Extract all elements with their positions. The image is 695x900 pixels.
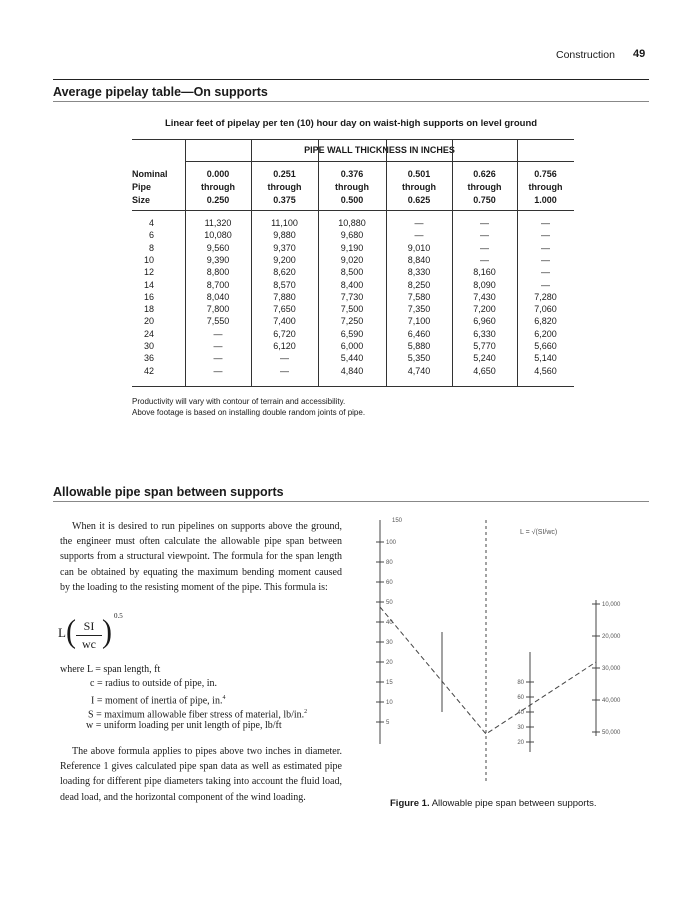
table-cell: 7,200 <box>473 304 496 315</box>
table-cell: — <box>414 230 424 241</box>
column-header-size: Pipe <box>132 182 152 192</box>
definition-text: span length, ft <box>103 664 161 675</box>
table-group-rule <box>185 161 574 162</box>
table-cell: — <box>213 341 223 351</box>
section-rule <box>53 101 649 102</box>
table-cell: 6,720 <box>273 328 296 339</box>
nomogram-figure <box>360 512 660 792</box>
table-cell: 7,060 <box>534 304 557 315</box>
formula-denominator: wc <box>82 637 96 651</box>
table-group-header: PIPE WALL THICKNESS IN INCHES <box>304 145 455 155</box>
table-cell: 7,280 <box>534 291 557 302</box>
table-cell-size: 24 <box>143 328 154 339</box>
table-cell: — <box>541 218 550 228</box>
table-cell: 7,550 <box>206 316 230 327</box>
table-header-rule <box>132 210 574 211</box>
table-cell: 4,650 <box>473 365 496 376</box>
table-cell: 8,500 <box>340 267 364 278</box>
table-cell: — <box>414 218 424 228</box>
table-cell: 9,190 <box>340 242 364 253</box>
definition-line: w = uniform loading per unit length of pipe, lb/ft <box>86 720 282 731</box>
table-cell: 7,100 <box>407 316 431 327</box>
column-header-thickness: through <box>467 182 502 192</box>
definition-symbol: w <box>86 720 94 731</box>
column-header-thickness: 0.251 <box>273 169 296 179</box>
table-cell: 6,590 <box>340 328 364 339</box>
column-header-thickness: 0.375 <box>273 195 296 205</box>
table-cell: — <box>213 328 223 339</box>
scale-tick-label: 5 <box>386 720 390 726</box>
table-cell: — <box>541 230 550 241</box>
table-cell: 7,730 <box>340 291 364 302</box>
table-cell: 7,580 <box>407 291 431 302</box>
table-cell: 10,080 <box>204 230 232 241</box>
scale-tick-label: 80 <box>386 560 393 566</box>
table-cell: — <box>213 365 223 376</box>
table-cell: 8,620 <box>273 267 296 278</box>
table-cell: 9,880 <box>273 230 296 241</box>
table-note: Above footage is based on installing double random joints of pipe. <box>132 408 366 417</box>
table-cell: — <box>541 242 550 253</box>
solution-line <box>380 607 596 734</box>
body-paragraph: When it is desired to run pipelines on supports above the ground, the engineer must often calculate the allowable pipe span between supports from a structural viewpoint. The formula for the span length can be obtained by equating the maximum bending moment caused by the loading to the resisting moment of the pipe. This formula is: <box>60 521 342 593</box>
table-cell: 8,840 <box>407 254 431 265</box>
formula-numerator: SI <box>83 619 95 633</box>
table-cell-size: 12 <box>143 267 154 278</box>
column-header-thickness: through <box>335 182 369 192</box>
table-bottom-rule <box>132 386 574 387</box>
scale-tick-label: 10,000 <box>602 602 621 608</box>
table-cell-size: 18 <box>143 304 154 315</box>
table-cell-size: 4 <box>148 218 154 228</box>
table-cell: 5,140 <box>534 353 557 364</box>
table-cell: 8,570 <box>273 279 296 290</box>
table-cell: 8,800 <box>206 267 230 278</box>
table-cell: 7,250 <box>340 316 364 327</box>
left-ticks <box>376 540 397 726</box>
table-cell: — <box>480 230 489 241</box>
scale-tick-label: 40,000 <box>602 698 621 704</box>
table-cell-size: 10 <box>143 254 154 265</box>
scale-tick-label: 100 <box>386 540 397 546</box>
column-header-thickness: 0.250 <box>206 195 230 205</box>
table-cell: — <box>480 218 489 228</box>
column-header-size: Size <box>132 195 151 205</box>
scale-tick-label: 40 <box>517 710 524 716</box>
figure-caption <box>390 798 597 809</box>
table-cell-size: 42 <box>143 365 154 376</box>
table-cell: — <box>541 254 550 265</box>
definition-superscript: 4 <box>222 695 226 701</box>
definition-text: radius to outside of pipe, in. <box>105 678 218 689</box>
scale-tick-label: 80 <box>517 680 524 686</box>
table-cell-size: 8 <box>148 242 154 253</box>
table-cell: 6,960 <box>473 316 496 327</box>
definition-symbol: S <box>88 709 94 721</box>
scale-tick-label: 20 <box>386 660 393 666</box>
definition-line: c = radius to outside of pipe, in. <box>90 678 218 689</box>
table-cell: 9,010 <box>407 242 431 253</box>
definition-text: uniform loading per unit length of pipe, lb/ft <box>103 720 282 731</box>
column-header-thickness: through <box>267 182 302 192</box>
table-cell: 8,700 <box>206 279 230 290</box>
table-cell: 5,440 <box>340 353 364 364</box>
running-header-section: Construction <box>556 49 615 61</box>
definition-text: maximum allowable fiber stress of material, lb/in. <box>104 709 305 721</box>
table-cell: 5,770 <box>473 341 496 351</box>
table-cell: 9,020 <box>340 254 364 265</box>
column-header-thickness: 0.500 <box>340 195 364 205</box>
definition-superscript: 2 <box>304 709 308 715</box>
scale-tick-label: 60 <box>386 580 393 586</box>
table-cell: 8,160 <box>473 267 496 278</box>
scale-tick-label: 20 <box>517 740 524 746</box>
table-cell: 6,120 <box>273 341 296 351</box>
column-header-thickness: through <box>402 182 436 192</box>
scale-tick-label: 30 <box>386 640 393 646</box>
table-cell: — <box>541 279 550 290</box>
table-note: Productivity will vary with contour of terrain and accessibility. <box>132 397 346 406</box>
nomogram-formula: L = √(SI/wc) <box>520 529 558 536</box>
formula-lhs: L <box>58 625 66 640</box>
mid-ticks <box>517 680 534 746</box>
table-cell: 7,650 <box>273 304 296 315</box>
definition-line: S = maximum allowable fiber stress of material, lb/in.$^2$ <box>88 709 308 721</box>
scale-tick-label: 50 <box>386 600 393 606</box>
table-cell-size: 16 <box>143 291 154 302</box>
table-cell-size: 14 <box>143 279 154 290</box>
scale-tick-label: 40 <box>386 620 393 626</box>
table-cell: 7,430 <box>473 291 496 302</box>
table-cell: 4,560 <box>534 365 557 376</box>
column-header-thickness: through <box>528 182 563 192</box>
definition-symbol: L <box>86 664 93 675</box>
column-header-thickness: 0.625 <box>407 195 431 205</box>
header-rule <box>53 79 649 80</box>
table-cell: 5,660 <box>534 341 557 351</box>
table-cell: 8,330 <box>407 267 431 278</box>
definition-line: I = moment of inertia of pipe, in.$^4$ <box>91 695 226 707</box>
table-cell: 11,320 <box>204 218 232 228</box>
table-cell: 6,460 <box>407 328 431 339</box>
table-cell: 9,390 <box>206 254 230 265</box>
page-number: 49 <box>633 48 646 60</box>
table-cell: 7,880 <box>273 291 296 302</box>
table-cell: 5,350 <box>407 353 431 364</box>
scale-tick-label: 20,000 <box>602 634 621 640</box>
scale-tick-label: 60 <box>517 695 524 701</box>
table-cell: 4,840 <box>340 365 364 376</box>
table-cell: — <box>480 242 489 253</box>
column-header-thickness: 0.501 <box>407 169 431 179</box>
section-title-pipelay: Average pipelay table—On supports <box>53 85 268 99</box>
table-cell: 9,370 <box>273 242 296 253</box>
table-cell-size: 20 <box>143 316 154 327</box>
table-cell: 8,250 <box>407 279 431 290</box>
table-cell: — <box>280 353 289 364</box>
column-header-size: Nominal <box>132 169 168 179</box>
scale-tick-label: 30 <box>517 725 524 731</box>
table-cell: 5,240 <box>473 353 496 364</box>
table-cell: 8,090 <box>473 279 496 290</box>
column-header-thickness: 0.756 <box>534 169 557 179</box>
table-cell: 9,680 <box>340 230 364 241</box>
table-caption: Linear feet of pipelay per ten (10) hour day on waist-high supports on level ground <box>164 118 538 129</box>
table-cell: 9,560 <box>206 242 230 253</box>
table-cell-size: 36 <box>143 353 154 364</box>
table-cell: 6,000 <box>340 341 364 351</box>
table-cell: 9,200 <box>273 254 296 265</box>
definition-line: where L = span length, ft <box>60 664 161 675</box>
table-cell: 8,400 <box>340 279 364 290</box>
scale-tick-label: 50,000 <box>602 730 621 736</box>
definition-symbol: c <box>90 678 95 689</box>
table-cell: 6,330 <box>473 328 496 339</box>
table-cell: 11,100 <box>271 218 298 228</box>
table-cell: — <box>480 254 489 265</box>
table-cell-size: 30 <box>143 341 154 351</box>
table-cell: — <box>541 267 550 278</box>
table-cell: — <box>213 353 223 364</box>
table-cell: 6,820 <box>534 316 557 327</box>
column-header-thickness: 0.376 <box>340 169 364 179</box>
column-header-thickness: through <box>201 182 235 192</box>
table-cell-size: 6 <box>148 230 154 241</box>
definition-text: moment of inertia of pipe, in. <box>104 695 223 707</box>
scale-tick-label: 10 <box>386 700 393 706</box>
table-cell: 7,350 <box>407 304 431 315</box>
scale-top-label: 150 <box>392 518 403 524</box>
column-header-thickness: 0.750 <box>473 195 496 205</box>
column-header-thickness: 0.000 <box>206 169 230 179</box>
where-label: where <box>60 664 85 675</box>
table-cell: 6,200 <box>534 328 557 339</box>
figure-caption-text: Allowable pipe span between supports. <box>431 798 597 809</box>
table-cell: 7,800 <box>206 304 230 315</box>
scale-tick-label: 15 <box>386 680 393 686</box>
section-title-pipe-span: Allowable pipe span between supports <box>53 485 284 499</box>
table-cell: 8,040 <box>206 291 230 302</box>
column-header-thickness: 0.626 <box>473 169 496 179</box>
definition-symbol: I <box>91 695 95 707</box>
column-header-thickness: 1.000 <box>534 195 557 205</box>
table-cell: 4,740 <box>407 365 431 376</box>
formula-exponent: 0.5 <box>114 612 123 620</box>
table-cell: 10,880 <box>338 218 366 228</box>
formula-right-paren: ) <box>102 613 112 650</box>
formula-left-paren: ( <box>66 613 76 650</box>
section-rule <box>53 501 649 502</box>
formula-fraction-bar <box>76 635 102 636</box>
table-cell: 5,880 <box>407 341 431 351</box>
table-cell: — <box>280 365 289 376</box>
body-paragraph: The above formula applies to pipes above two inches in diameter. Reference 1 gives calculated pipe span data as well as estimated pipe loading for different pipe diameters taking into account the fluid load, dead load, and the horizontal component of the wind loading. <box>60 746 342 803</box>
table-cell: 7,500 <box>340 304 364 315</box>
scale-tick-label: 30,000 <box>602 666 621 672</box>
span-formula <box>58 612 138 657</box>
table-top-rule <box>132 139 574 140</box>
table-cell: 7,400 <box>273 316 296 327</box>
figure-label: Figure 1. <box>390 798 430 809</box>
